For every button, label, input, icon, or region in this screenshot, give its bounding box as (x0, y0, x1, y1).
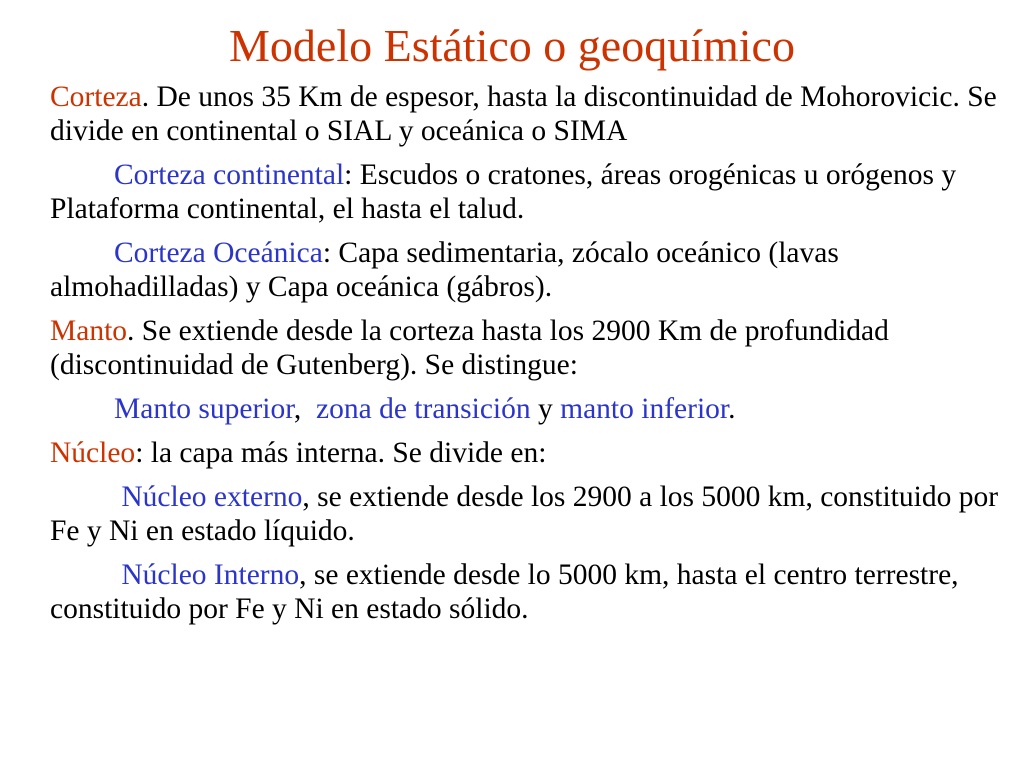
slide-body (50, 80, 1012, 636)
paragraph-manto (50, 314, 1012, 382)
separator-y: y (530, 393, 561, 425)
paragraph-nucleo-interno (50, 558, 1012, 626)
separator-comma: , (293, 393, 317, 425)
paragraph-nucleo-externo (50, 480, 1012, 548)
nucleo-description: : la capa más interna. Se divide en: (135, 437, 547, 469)
manto-description: . Se extiende desde la corteza hasta los 2900 Km de profundidad (discontinuidad de Gutenberg). Se distingue: (50, 315, 889, 381)
term-nucleo-externo: Núcleo externo (114, 481, 303, 513)
term-corteza: Corteza (50, 81, 142, 113)
paragraph-nucleo (50, 436, 1012, 470)
term-manto: Manto (50, 315, 128, 347)
nucleo-interno-description: , se extiende desde lo 5000 km, hasta el centro terrestre, constituido por Fe y Ni en estado sólido. (50, 559, 959, 625)
term-manto-inferior: manto inferior (560, 393, 729, 425)
paragraph-corteza-oceanica (50, 236, 1012, 304)
term-nucleo: Núcleo (50, 437, 136, 469)
corteza-description: . De unos 35 Km de espesor, hasta la discontinuidad de Mohorovicic. Se divide en continental o SIAL y oceánica o SIMA (50, 81, 997, 147)
corteza-oceanica-description: : Capa sedimentaria, zócalo oceánico (lavas almohadilladas) y Capa oceánica (gábros). (50, 237, 839, 303)
corteza-continental-description: : Escudos o cratones, áreas orogénicas u orógenos y Plataforma continental, el hasta el talud. (50, 159, 957, 225)
paragraph-corteza (50, 80, 1012, 148)
term-manto-superior: Manto superior (114, 393, 294, 425)
paragraph-manto-parts (50, 392, 1012, 426)
separator-period: . (728, 393, 736, 425)
paragraph-corteza-continental (50, 158, 1012, 226)
term-zona-de-transicion: zona de transición (316, 393, 531, 425)
nucleo-externo-description: , se extiende desde los 2900 a los 5000 km, constituido por Fe y Ni en estado líquido. (50, 481, 999, 547)
term-corteza-oceanica: Corteza Oceánica (114, 237, 323, 269)
term-corteza-continental: Corteza continental (114, 159, 345, 191)
slide-title: Modelo Estático o geoquímico (229, 20, 795, 71)
term-nucleo-interno: Núcleo Interno (114, 559, 300, 591)
